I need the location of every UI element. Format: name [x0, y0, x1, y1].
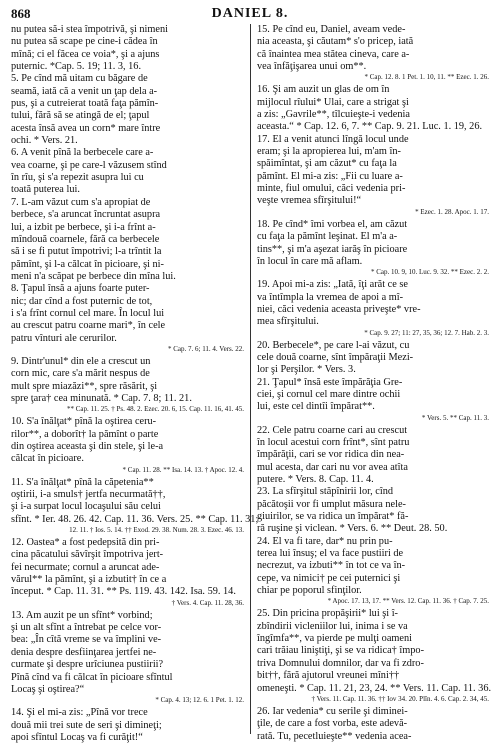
- text-line: 20. Berbecele*, pe care l-ai văzut, cu: [257, 339, 410, 351]
- text-line: mult spre miazăzi**, spre răsărit, şi: [11, 380, 158, 392]
- text-line: lor şi Perşilor. * Vers. 3.: [257, 364, 356, 376]
- text-line: îngîmfa**, va pierde pe mulţi oameni: [257, 633, 412, 645]
- text-line: bea: „În cîtă vreme se va împlini ve-: [11, 634, 162, 646]
- text-line: tins**, şi m'a aşezat iarăş în picioare: [257, 243, 408, 255]
- text-line: 18. Pe cînd* îmi vorbea el, am căzut: [257, 218, 408, 230]
- cross-reference: * Apoc. 17. 13, 17. ** Vers. 12. Cap. 11. 36. † Cap. 7. 25.: [327, 597, 489, 606]
- text-line: în locul acestui corn frînt*, sînt patru: [257, 436, 410, 448]
- text-line: 8. Ţapul însă a ajuns foarte puter-: [11, 283, 150, 295]
- text-line: aceasta.“ * Cap. 12. 6, 7. ** Cap. 9. 21. Luc. 1. 19, 26.: [257, 121, 483, 133]
- text-line: Locaş şi oştirea?“: [11, 683, 85, 695]
- text-line: rată. Tu, pecetluieşte** vedenia acea-: [257, 730, 412, 742]
- text-line: 7. L-am văzut cum s'a apropiat de: [11, 196, 151, 208]
- text-line: a zis: „Gavrile**, tîlcuieşte-i vedenia: [257, 109, 410, 121]
- text-line: triva Domnului domnilor, dar va fi zdro-: [257, 657, 424, 669]
- text-line: denia despre desfiinţarea jertfei ne-: [11, 646, 157, 658]
- text-line: nic; dar cînd a fost puternic de tot,: [11, 295, 153, 307]
- text-line: minte, fiul omului, căci vedenia pri-: [257, 183, 406, 195]
- text-line: patru vînturi ale cerurilor.: [11, 332, 117, 344]
- text-line: 9. Dintr'unul* din ele a crescut un: [11, 355, 151, 367]
- text-line: 14. Şi el mi-a zis: „Pînă vor trece: [11, 707, 148, 719]
- text-line: 24. El va fi tare, dar* nu prin pu-: [257, 535, 393, 547]
- text-line: 26. Iar vedenia* cu serile şi diminei-: [257, 705, 408, 717]
- cross-reference: * Ezec. 1. 28. Apoc. 1. 17.: [415, 207, 489, 216]
- cross-reference: * Cap. 10. 9, 10. Luc. 9. 32. ** Ezec. 2. 2.: [370, 268, 489, 277]
- cross-reference: * Cap. 9. 27; 11: 27, 35, 36; 12. 7. Hab. 2. 3.: [364, 328, 489, 337]
- text-line: cepe, va nimici† pe cei puternici şi: [257, 572, 401, 584]
- text-line: giuirilor, se va ridica un împărat* fă-: [257, 511, 409, 523]
- text-line: spre ţara† cea minunată. * Cap. 7. 8; 11. 21.: [11, 392, 192, 404]
- text-line: nia aceasta, şi căutam* s'o pricep, iată: [257, 36, 414, 48]
- text-line: fei necurmate; cornul a aruncat ade-: [11, 561, 160, 573]
- text-line: bit††, fără ajutorul vreunei mîni††: [257, 670, 400, 682]
- text-line: va întîmpla la vremea de apoi a mî-: [257, 291, 404, 303]
- text-line: din oştirea aceasta şi din stele, şi le-a: [11, 441, 164, 452]
- text-line: chiar pe poporul sfinţilor.: [257, 585, 362, 597]
- cross-reference: † Vers. 4. Cap. 11. 28, 36.: [171, 598, 244, 607]
- text-line: ră ruşine şi viclean. * Vers. 6. ** Deut. 28. 50.: [257, 523, 448, 535]
- text-line: sfînt. * Ier. 48. 26. 42. Cap. 11. 36. Vers. 25. ** Cap. 11. 31;: [11, 513, 259, 525]
- text-line: veşte vremea sfîrşitului!“: [257, 195, 362, 207]
- text-line: rilor**, a doborît† la pămînt o parte: [11, 428, 159, 440]
- text-line: ţile, de care a fost vorba, este adevă-: [257, 718, 408, 730]
- text-line: apoi sfîntul Locaş va fi curăţit!“: [11, 731, 143, 743]
- text-line: mul acesta, dar cari nu vor avea atîta: [257, 461, 408, 473]
- cross-reference: 12. 11. † Ios. 5. 14. †† Exod. 29. 38. Num. 28. 3. Ezec. 46. 13.: [69, 526, 244, 535]
- text-line: putere. * Vers. 8. Cap. 11. 4.: [257, 474, 374, 485]
- text-line: zbîndirii vicleniilor lui, inima i se va: [257, 620, 408, 632]
- text-line: început. * Cap. 11. 31. ** Ps. 119. 43. 142. Isa. 59. 14.: [11, 586, 236, 598]
- text-line: vea înfăţişarea unui om**.: [257, 61, 367, 73]
- page-header: [11, 6, 489, 26]
- cross-reference: † Vers. 11. Cap. 11. 36. †† Iov 34. 20. Plîn. 4. 6. Cap. 2. 34, 45.: [311, 694, 489, 703]
- text-line: 21. Ţapul* însă este împărăţia Gre-: [257, 376, 403, 388]
- text-line: au crescut patru coarne mari*, în cele: [11, 320, 166, 332]
- text-line: pămînt. El mi-a zis: „Fii cu luare a-: [257, 170, 403, 182]
- text-line: toată puterea lui.: [11, 184, 80, 196]
- text-line: ciei, şi cornul cel mare dintre ochii: [257, 388, 401, 400]
- text-line: berbece, s'a aruncat încruntat asupra: [11, 209, 161, 221]
- text-line: împărăţii, cari se vor ridica din nea-: [257, 449, 405, 461]
- cross-reference: * Cap. 4. 13; 12. 6. 1 Pet. 1. 12.: [155, 696, 244, 705]
- right-column: [250, 24, 492, 742]
- text-line: mînă; ci el făcea ce voia*, şi a ajuns: [11, 48, 160, 60]
- text-line: nu putea să scape pe cine-i cădea în: [11, 36, 158, 48]
- text-line: seamă, iată că a venit un ţap dela a-: [11, 85, 158, 97]
- page-number: 868: [11, 6, 31, 21]
- text-line: niei, căci vedenia aceasta priveşte* vre-: [257, 303, 421, 315]
- text-line: 11. S'a înălţat* pînă la căpetenia**: [11, 476, 154, 488]
- text-line: cu faţa la pămînt leşinat. El m'a a-: [257, 231, 398, 243]
- text-line: 5. Pe cînd mă uitam cu băgare de: [11, 73, 148, 85]
- text-line: omeneşti. * Cap. 11. 21, 23, 24. ** Vers. 11. Cap. 11. 36.: [257, 682, 492, 694]
- text-line: 6. A venit pînă la berbecele care a-: [11, 147, 154, 159]
- text-line: în rîu, şi s'a repezit asupra lui cu: [11, 172, 144, 184]
- text-line: 23. La sfîrşitul stăpînirii lor, cînd: [257, 486, 394, 498]
- cross-reference: * Cap. 12. 8. 1 Pet. 1. 10, 11. ** Ezec. 1. 26.: [364, 73, 489, 82]
- text-line: 12. Oastea* a fost pedepsită din pri-: [11, 537, 160, 549]
- text-line: 17. El a venit atunci lîngă locul unde: [257, 133, 409, 145]
- text-line: cele două coarne, sînt împăraţii Mezi-: [257, 351, 414, 363]
- text-line: în locul în care mă aflam.: [257, 255, 363, 267]
- text-line: 16. Şi am auzit un glas de om în: [257, 84, 390, 96]
- text-line: nu putea să-i stea împotrivă, şi nimeni: [11, 24, 168, 35]
- text-line: pămînt, şi l-a călcat în picioare, şi ni-: [11, 258, 164, 270]
- text-line: Pînă cînd va fi călcat în picioare sfîntul: [11, 671, 173, 683]
- cross-reference: * Cap. 7. 6; 11. 4. Vers. 22.: [167, 344, 244, 353]
- text-line: păcătoşii vor fi umplut măsura nele-: [257, 498, 406, 510]
- text-line: două mii trei sute de seri şi dimineţi;: [11, 719, 162, 731]
- text-line: spăimîntat, şi am căzut* cu faţa la: [257, 158, 397, 170]
- text-line: ochi. * Vers. 21.: [11, 135, 78, 147]
- text-line: eram; şi la apropierea lui, m'am în-: [257, 146, 401, 158]
- text-line: călcat în picioare.: [11, 453, 84, 465]
- text-line: vărul** la pămînt, şi a izbutit† în ce a: [11, 574, 167, 586]
- text-line: lui, a izbit pe berbece, şi i-a frînt a-: [11, 221, 156, 233]
- text-line: şi un alt sfînt a întrebat pe celce vor-: [11, 622, 162, 634]
- text-line: necrezut, va izbuti** în tot ce va în-: [257, 560, 406, 572]
- text-line: mîndouă coarnele, fără ca berbecele: [11, 233, 160, 245]
- text-line: 25. Din pricina propăşirii* lui şi î-: [257, 608, 398, 620]
- text-line: corn mic, care s'a mărit nespus de: [11, 368, 150, 380]
- text-columns: [11, 24, 492, 743]
- cross-reference: * Vers. 5. ** Cap. 11. 3.: [421, 413, 489, 422]
- text-line: lui, este cel dintîi împărat**.: [257, 401, 375, 413]
- text-line: mea sfîrşitului.: [257, 316, 319, 328]
- text-line: 13. Am auzit pe un sfînt* vorbind;: [11, 609, 153, 621]
- text-line: 19. Apoi mi-a zis: „Iată, îţi arăt ce se: [257, 279, 408, 291]
- text-line: şi i-a surpat locul locaşului său celui: [11, 501, 161, 513]
- text-line: să i se fi putut împotrivi; l-a trîntit la: [11, 246, 162, 258]
- left-column: [11, 24, 259, 743]
- text-line: 22. Cele patru coarne cari au crescut: [257, 424, 408, 436]
- text-line: oştirii, i-a smuls† jertfa necurmată††,: [11, 489, 166, 501]
- text-line: terea lui însuş; el va face pustiiri de: [257, 548, 404, 560]
- text-line: vea coarne, şi pe care-l văzusem stînd: [11, 159, 167, 171]
- text-line: pus, şi a cutreierat toată faţa pămîn-: [11, 98, 159, 110]
- running-head: DANIEL 8.: [211, 6, 289, 21]
- text-line: tului, fără să se atingă de el; ţapul: [11, 110, 150, 122]
- text-line: cina păcatului săvîrşit împotriva jert-: [11, 549, 164, 561]
- text-line: mijlocul rîului* Ulai, care a strigat şi: [257, 96, 409, 108]
- cross-reference: * Cap. 11. 28. ** Isa. 14. 13. † Apoc. 12. 4.: [122, 465, 244, 474]
- text-line: curmate şi despre urîciunea pustiirii?: [11, 659, 164, 671]
- text-line: 15. Pe cînd eu, Daniel, aveam vede-: [257, 24, 406, 35]
- text-line: cari trăiau liniştiţi, şi se va ridica† împo-: [257, 645, 424, 657]
- text-line: că înaintea mea stătea cineva, care a-: [257, 48, 410, 60]
- text-line: i s'a frînt cornul cel mare. În locul lui: [11, 307, 165, 319]
- text-line: 10. S'a înălţat* pînă la oştirea ceru-: [11, 416, 157, 428]
- text-line: meni n'a scăpat pe berbece din mîna lui.: [11, 270, 176, 282]
- cross-reference: ** Cap. 11. 25. † Ps. 48. 2. Ezec. 20. 6, 15. Cap. 11. 16, 41. 45.: [67, 405, 244, 414]
- text-line: puternic. *Cap. 5. 19; 11. 3, 16.: [11, 61, 142, 73]
- text-line: acesta însă avea un corn* mare între: [11, 122, 161, 134]
